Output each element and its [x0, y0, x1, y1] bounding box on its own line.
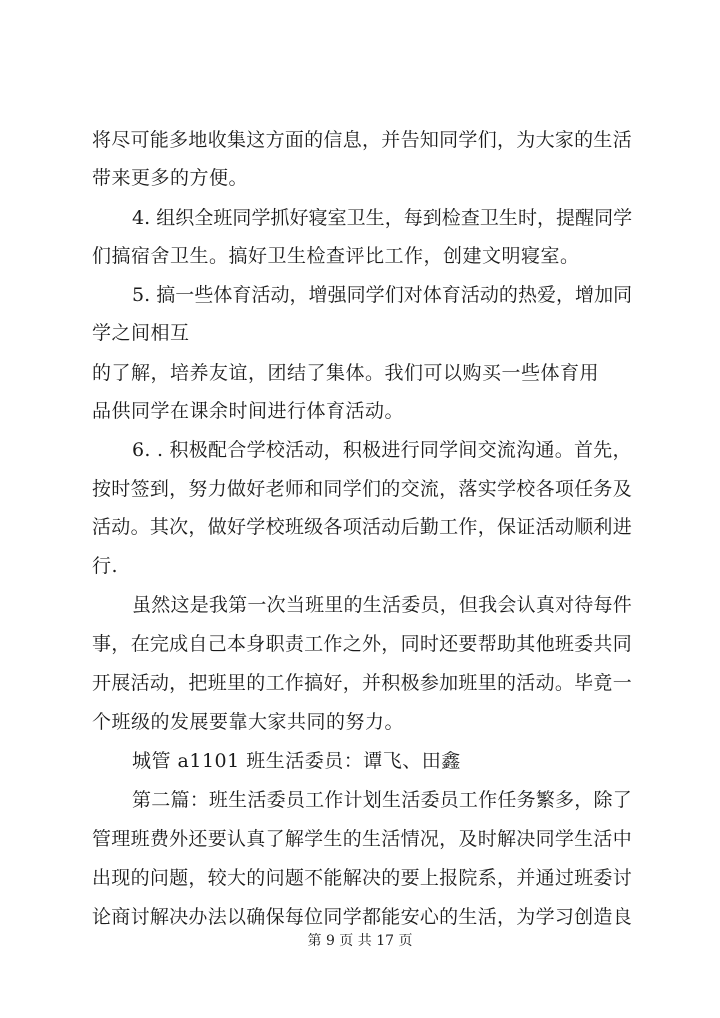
text-line: 虽然这是我第一次当班里的生活委员，但我会认真对待每件 [132, 594, 633, 616]
text-line: 城管 a1101 班生活委员：谭飞、田鑫 [132, 750, 461, 772]
text-line: 4. 组织全班同学抓好寝室卫生，每到检查卫生时，提醒同学 [132, 207, 633, 229]
page-number-footer: 第 9 页 共 17 页 [307, 933, 413, 949]
text-line: 论商讨解决办法以确保每位同学都能安心的生活，为学习创造良 [92, 906, 633, 928]
text-line: 活动。其次，做好学校班级各项活动后勤工作，保证活动顺利进 [92, 516, 633, 538]
text-line: 出现的问题，较大的问题不能解决的要上报院系，并通过班委讨 [92, 867, 633, 889]
text-line: 带来更多的方便。 [92, 167, 249, 189]
text-line: 品供同学在课余时间进行体育活动。 [92, 400, 405, 422]
text-line: 第二篇：班生活委员工作计划生活委员工作任务繁多，除了 [132, 789, 633, 811]
text-line: 管理班费外还要认真了解学生的生活情况，及时解决同学生活中 [92, 828, 633, 850]
text-line: 6. . 积极配合学校活动，积极进行同学间交流沟通。首先， [132, 439, 632, 461]
text-line: 行. [92, 555, 119, 577]
text-line: 的了解，培养友谊，团结了集体。我们可以购买一些体育用 [92, 362, 600, 384]
text-line: 5. 搞一些体育活动，增强同学们对体育活动的热爱，增加同 [132, 284, 633, 306]
text-line: 将尽可能多地收集这方面的信息，并告知同学们，为大家的生活 [92, 129, 633, 151]
text-line: 按时签到，努力做好老师和同学们的交流，落实学校各项任务及 [92, 478, 633, 500]
text-line: 开展活动，把班里的工作搞好，并积极参加班里的活动。毕竟一 [92, 672, 633, 694]
text-line: 个班级的发展要靠大家共同的努力。 [92, 711, 405, 733]
text-line: 学之间相互 [92, 322, 190, 344]
text-line: 们搞宿舍卫生。搞好卫生检查评比工作，创建文明寝室。 [92, 245, 580, 267]
text-line: 事，在完成自己本身职责工作之外，同时还要帮助其他班委共同 [92, 633, 633, 655]
